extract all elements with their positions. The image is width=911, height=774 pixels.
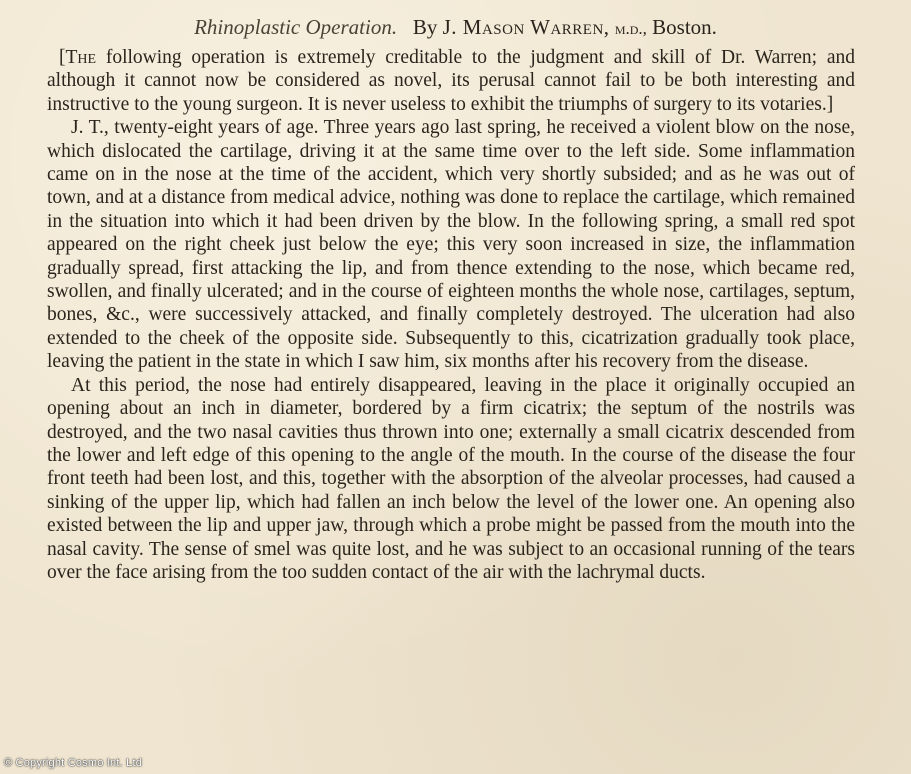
article-title: Rhinoplastic Operation.: [194, 15, 398, 39]
article-heading: [0, 14, 911, 42]
author-name: J. Mason Warren,: [442, 15, 610, 39]
author-place: Boston.: [652, 15, 717, 39]
author-degree: m.d.,: [614, 19, 647, 38]
editorial-note-lead: [The: [59, 47, 97, 68]
copyright-watermark: © Copyright Cosmo Int. Ltd: [4, 757, 143, 769]
byline-by: By: [412, 15, 438, 39]
case-history-paragraph: [47, 116, 855, 373]
editorial-note-paragraph: [47, 46, 855, 116]
examination-paragraph: [47, 374, 855, 585]
article-body: [47, 46, 855, 584]
case-history-text: J. T., twenty-eight years of age. Three years ago last spring, he received a violent blow on the nose, which dislocated the cartilage, driving it at the same time over to the left side. Some inflammation came on in the nose at the time of the accident, which very shortly subsided; and as he was out of town, and at a distance from medical advice, nothing was done to replace the cartilage, which remained in the situation into which it had been driven by the blow. In the following spring, a small red spot appeared on the right cheek just below the eye; this very soon increased in size, the inflammation gradually spread, first attacking the lip, and from thence extending to the nose, which became red, swollen, and finally ulcerated; and in the course of eighteen months the whole nose, cartilages, septum, bones, &c., were successively attacked, and finally completely destroyed. The ulceration had also extended to the cheek of the opposite side. Subsequently to this, cicatrization gradually took place, leaving the patient in the state in which I saw him, six months after his recovery from the disease.: [47, 117, 855, 373]
editorial-note-text: following operation is extremely creditable to the judgment and skill of Dr. Warren; and although it cannot now be considered as novel, its perusal cannot fail to be both interesting and instructive to the young surgeon. It is never useless to exhibit the triumphs of surgery to its votaries.]: [47, 47, 855, 115]
examination-text: At this period, the nose had entirely disappeared, leaving in the place it originally occupied an opening about an inch in diameter, bordered by a firm cicatrix; the septum of the nostrils was destroyed, and the two nasal cavities thus thrown into one; externally a small cicatrix descended from the lower and left edge of this opening to the angle of the mouth. In the course of the disease the four front teeth had been lost, and this, together with the absorption of the alveolar processes, had caused a sinking of the upper lip, which had fallen an inch below the level of the lower one. An opening also existed between the lip and upper jaw, through which a probe might be passed from the mouth into the nasal cavity. The sense of smel was quite lost, and he was subject to an occasional running of the tears over the face arising from the too sudden contact of the air with the lachrymal ducts.: [47, 374, 855, 583]
